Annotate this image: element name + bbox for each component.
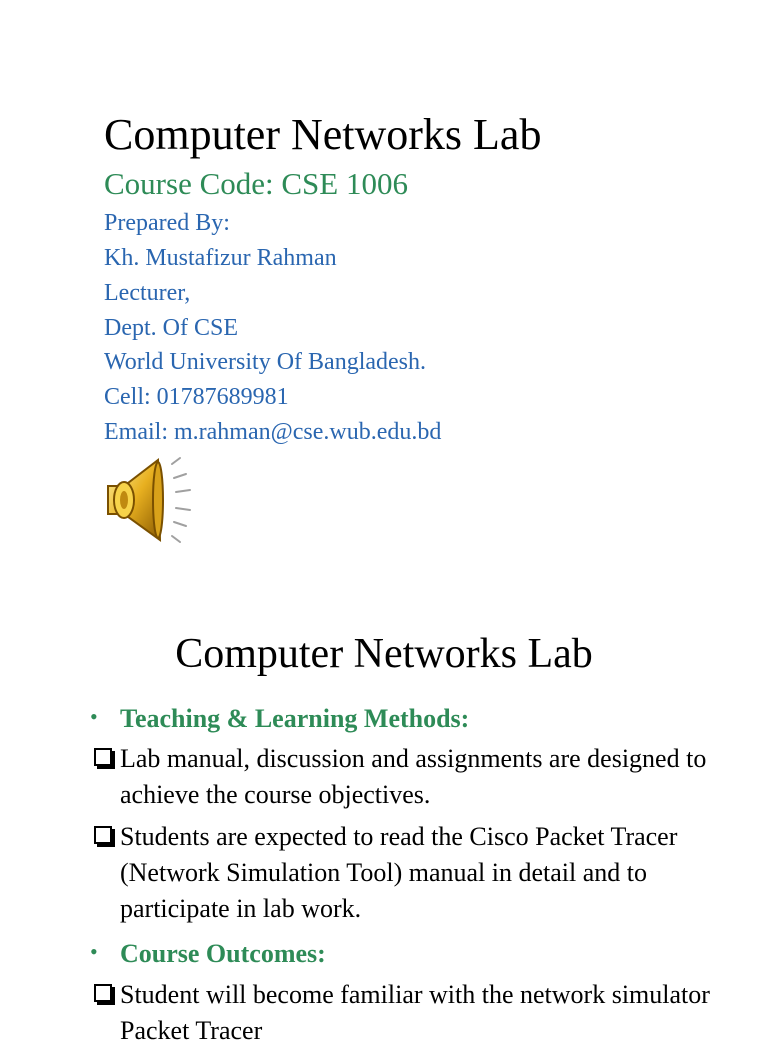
bullet-dot: • bbox=[90, 704, 98, 729]
bullet-dot: • bbox=[90, 939, 98, 964]
info-position: Lecturer, bbox=[104, 280, 191, 306]
course-code: Course Code: CSE 1006 bbox=[104, 166, 408, 201]
info-name: Kh. Mustafizur Rahman bbox=[104, 245, 337, 271]
checkbox-icon bbox=[94, 977, 121, 1013]
speaker-icon[interactable] bbox=[100, 452, 198, 548]
heading-outcomes-label: Course Outcomes: bbox=[120, 939, 326, 968]
list-item: Students are expected to read the Cisco Packet Tracer (Network Simulation Tool) manual in detail and to participate in lab work. bbox=[120, 822, 678, 923]
info-department: Dept. Of CSE bbox=[104, 315, 238, 341]
checkbox-icon bbox=[94, 819, 121, 855]
heading-course-outcomes bbox=[90, 935, 326, 971]
slide1-title: Computer Networks Lab bbox=[104, 110, 542, 159]
info-prepared-by: Prepared By: bbox=[104, 210, 230, 236]
heading-teaching-methods bbox=[90, 700, 469, 736]
checkbox-icon bbox=[94, 741, 121, 777]
info-email[interactable]: Email: m.rahman@cse.wub.edu.bd bbox=[104, 419, 442, 445]
info-cell: Cell: 01787689981 bbox=[104, 384, 289, 410]
info-university: World University Of Bangladesh. bbox=[104, 349, 427, 375]
slide2-title: Computer Networks Lab bbox=[175, 631, 593, 677]
heading-teaching-label: Teaching & Learning Methods: bbox=[120, 704, 470, 733]
list-item: Student will become familiar with the network simulator Packet Tracer bbox=[120, 980, 710, 1045]
list-item: Lab manual, discussion and assignments are designed to achieve the course objectives. bbox=[120, 744, 707, 809]
